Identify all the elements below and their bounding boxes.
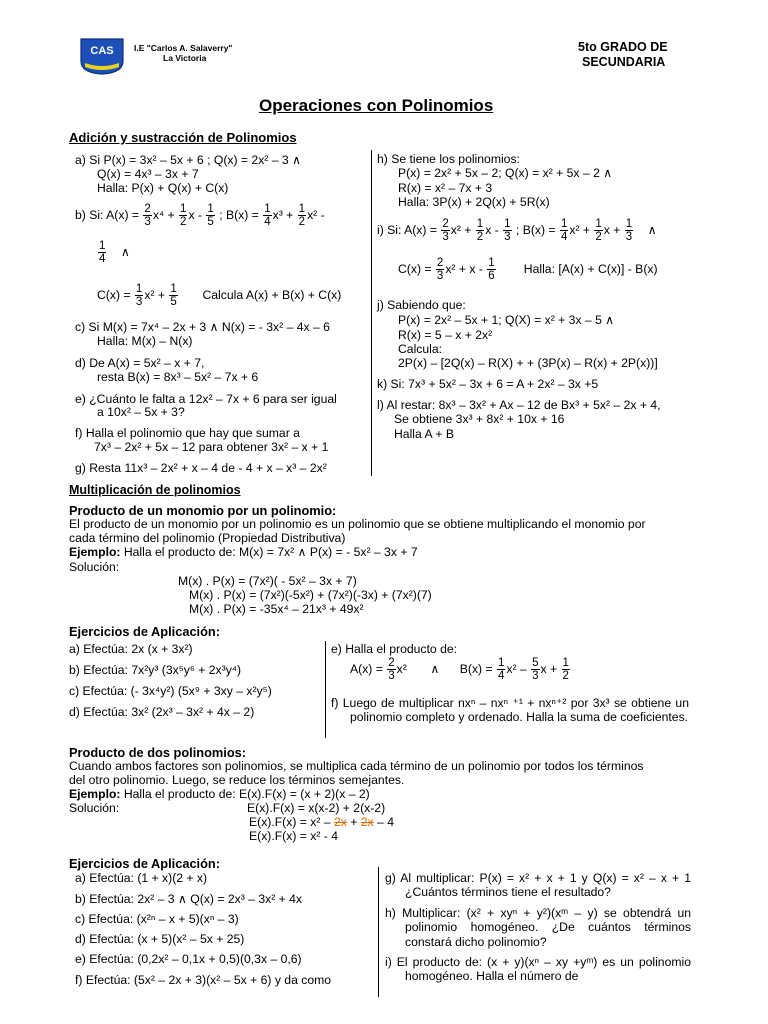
school-logo bbox=[79, 37, 125, 75]
monomio-solution-step2: M(x) . P(x) = (7x²)(-5x²) + (7x²)(-3x) + (7x²)(7) bbox=[189, 588, 432, 602]
exercise-i-line1: i) Si: A(x) = $\frac{2}{3}$ x² + $\frac{1}{2}$ x - $\frac{1}{3}$ ; B(x) = $\frac{1}{4}$ x² + $\frac{1}{2}$ x + $\frac{1}{3}$ ∧ bbox=[377, 218, 657, 244]
ejercicios-heading-1: Ejercicios de Aplicación: bbox=[69, 624, 221, 639]
exercise-e-line1: e) ¿Cuánto le falta a 12x² – 7x + 6 para ser igual bbox=[75, 392, 337, 406]
ejercicios-heading-2: Ejercicios de Aplicación: bbox=[69, 856, 221, 871]
exercise-l-line2: Se obtiene 3x³ + 8x² + 10x + 16 bbox=[394, 412, 565, 426]
exercise-j-line5: 2P(x) – [2Q(x) – R(X) + + (3P(x) – R(x) + 2P(x))] bbox=[398, 356, 658, 370]
dos-solution-step3: E(x).F(x) = x² - 4 bbox=[249, 829, 339, 843]
exercise-h-line3: R(x) = x² – 7x + 3 bbox=[398, 181, 493, 195]
column-divider-3 bbox=[378, 867, 379, 997]
ea1-d: d) Efectúa: 3x² (2x³ – 3x² + 4x – 2) bbox=[69, 705, 255, 719]
ea2-a: a) Efectúa: (1 + x)(2 + x) bbox=[75, 871, 208, 885]
subheading-monomio: Producto de un monomio por un polinomio: bbox=[69, 503, 337, 518]
ea2-f: f) Efectúa: (5x² – 2x + 3)(x² – 5x + 6) y da como bbox=[75, 973, 332, 987]
exercise-l-line1: l) Al restar: 8x³ – 3x² + Ax – 12 de Bx³ + 5x² – 2x + 4, bbox=[377, 398, 661, 412]
dos-solution-step1: E(x).F(x) = x(x-2) + 2(x-2) bbox=[247, 801, 386, 815]
ea1-b: b) Efectúa: 7x²y³ (3x⁵y⁶ + 2x³y⁴) bbox=[69, 663, 242, 677]
exercise-l-line3: Halla A + B bbox=[394, 427, 454, 441]
grade-line1: 5to GRADO DE bbox=[578, 40, 668, 54]
monomio-paragraph-line2: cada término del polinomio (Propiedad Distributiva) bbox=[69, 531, 346, 545]
exercise-a-line1: a) Si P(x) = 3x² – 5x + 6 ; Q(x) = 2x² – 3 ∧ bbox=[75, 153, 301, 167]
ea2-g: g) Al multiplicar: P(x) = x² + x + 1 y Q(x) = x² – x + 1 ¿Cuántos términos tiene el resultado? bbox=[385, 871, 691, 900]
exercise-j-line4: Calcula: bbox=[398, 342, 443, 356]
exercise-c-line1: c) Si M(x) = 7x⁴ – 2x + 3 ∧ N(x) = - 3x² – 4x – 6 bbox=[75, 320, 330, 334]
exercise-k-line1: k) Si: 7x³ + 5x² – 3x + 6 = A + 2x² – 3x +5 bbox=[377, 377, 599, 391]
page-title: Operaciones con Polinomios bbox=[259, 96, 494, 115]
ea1-e-line1: e) Halla el producto de: bbox=[331, 642, 458, 656]
monomio-paragraph-line1: El producto de un monomio por un polinomio es un polinomio que se obtiene multiplicando el monomio por bbox=[69, 517, 646, 531]
exercise-g-line1: g) Resta 11x³ – 2x² + x – 4 de - 4 + x – x³ – 2x² bbox=[75, 461, 327, 475]
subheading-dos-polinomios: Producto de dos polinomios: bbox=[69, 745, 247, 760]
exercise-j-line3: R(x) = 5 – x + 2x² bbox=[398, 328, 493, 342]
exercise-d-line2: resta B(x) = 8x³ – 5x² – 7x + 6 bbox=[97, 370, 259, 384]
section-heading-adicion: Adición y sustracción de Polinomios bbox=[69, 130, 297, 145]
grade-line2: SECUNDARIA bbox=[582, 55, 666, 69]
exercise-c-line2: Halla: M(x) – N(x) bbox=[97, 334, 193, 348]
dos-example: Ejemplo: Halla el producto de: E(x).F(x) = (x + 2)(x – 2) bbox=[69, 787, 370, 801]
ea1-f: f) Luego de multiplicar nxⁿ – nxⁿ ⁺¹ + nxⁿ⁺² por 3x³ se obtiene un polinomio completo y ordenado. Halla la suma de coeficientes. bbox=[331, 696, 689, 725]
ea2-i: i) El producto de: (x + y)(xⁿ – xy +yᵐ) es un polinomio homogéneo. Halla el número de bbox=[385, 955, 691, 984]
exercise-j-line1: j) Sabiendo que: bbox=[377, 298, 466, 312]
dos-solution-label: Solución: bbox=[69, 801, 120, 815]
column-divider bbox=[371, 150, 372, 476]
ea2-e: e) Efectúa: (0,2x² – 0,1x + 0,5)(0,3x – 0,6) bbox=[75, 952, 302, 966]
exercise-b-line2: $\frac{1}{4}$ ∧ bbox=[99, 240, 130, 266]
exercise-h-line2: P(x) = 2x² + 5x – 2; Q(x) = x² + 5x – 2 ∧ bbox=[398, 166, 613, 180]
ea1-e-line2: A(x) = $\frac{2}{3}$ x² ∧ B(x) = $\frac{1}{4}$ x² – $\frac{5}{3}$ x + $\frac{1}{2}$ bbox=[350, 657, 569, 683]
ea2-d: d) Efectúa: (x + 5)(x² – 5x + 25) bbox=[75, 932, 245, 946]
ea2-b: b) Efectúa: 2x² – 3 ∧ Q(x) = 2x³ – 3x² + 4x bbox=[75, 892, 303, 906]
school-place: La Victoria bbox=[163, 53, 207, 63]
exercise-i-line2: C(x) = $\frac{2}{3}$ x² + x - $\frac{1}{6}$ Halla: [A(x) + C(x)] - B(x) bbox=[398, 257, 658, 283]
exercise-b-line3: C(x) = $\frac{1}{3}$ x² + $\frac{1}{5}$ Calcula A(x) + B(x) + C(x) bbox=[97, 283, 342, 309]
ea2-h: h) Multiplicar: (x² + xyⁿ + y²)(xᵐ – y) se obtendrá un polinomio homogéneo. ¿De cuántos términos constará dicho polinomio? bbox=[385, 906, 691, 949]
exercise-h-line4: Halla: 3P(x) + 2Q(x) + 5R(x) bbox=[398, 195, 550, 209]
exercise-h-line1: h) Se tiene los polinomios: bbox=[377, 152, 520, 166]
school-name: I.E "Carlos A. Salaverry" bbox=[134, 43, 233, 53]
section-heading-multiplicacion: Multiplicación de polinomios bbox=[69, 483, 241, 497]
column-divider-2 bbox=[325, 641, 326, 738]
exercise-b-line1: b) Si: A(x) = $\frac{2}{3}$ x⁴ + $\frac{1}{2}$ x - $\frac{1}{5}$ ; B(x) = $\frac{1}{4}$ x³ + $\frac{1}{2}$ x² - bbox=[75, 203, 325, 229]
dos-solution-step2: E(x).F(x) = x² – 2x + 2x – 4 bbox=[249, 815, 394, 829]
exercise-f-line2: 7x³ – 2x² + 5x – 12 para obtener 3x² – x + 1 bbox=[94, 440, 329, 454]
ea2-c: c) Efectúa: (x²ⁿ – x + 5)(xⁿ – 3) bbox=[75, 912, 239, 926]
monomio-example: Ejemplo: Halla el producto de: M(x) = 7x² ∧ P(x) = - 5x² – 3x + 7 bbox=[69, 545, 418, 559]
monomio-solution-step1: M(x) . P(x) = (7x²)( - 5x² – 3x + 7) bbox=[178, 574, 357, 588]
monomio-solution-step3: M(x) . P(x) = -35x⁴ – 21x³ + 49x² bbox=[189, 602, 364, 616]
exercise-a-line2: Q(x) = 4x³ – 3x + 7 bbox=[97, 167, 199, 181]
ea1-a: a) Efectúa: 2x (x + 3x²) bbox=[69, 642, 193, 656]
dos-paragraph-line2: del otro polinomio. Luego, se reduce los términos semejantes. bbox=[69, 773, 405, 787]
exercise-a-line3: Halla: P(x) + Q(x) + C(x) bbox=[97, 181, 229, 195]
exercise-f-line1: f) Halla el polinomio que hay que sumar a bbox=[75, 426, 300, 440]
ea1-c: c) Efectúa: (- 3x⁴y²) (5x⁹ + 3xy – x²y⁵) bbox=[69, 684, 272, 698]
dos-paragraph-line1: Cuando ambos factores son polinomios, se multiplica cada término de un polinomio por todos los términos bbox=[69, 759, 644, 773]
logo-text: CAS bbox=[90, 45, 114, 57]
exercise-e-line2: a 10x² – 5x + 3? bbox=[97, 405, 185, 419]
monomio-solution-label: Solución: bbox=[69, 560, 120, 574]
exercise-d-line1: d) De A(x) = 5x² – x + 7, bbox=[75, 356, 205, 370]
exercise-j-line2: P(x) = 2x² – 5x + 1; Q(X) = x² + 3x – 5 ∧ bbox=[398, 313, 615, 327]
